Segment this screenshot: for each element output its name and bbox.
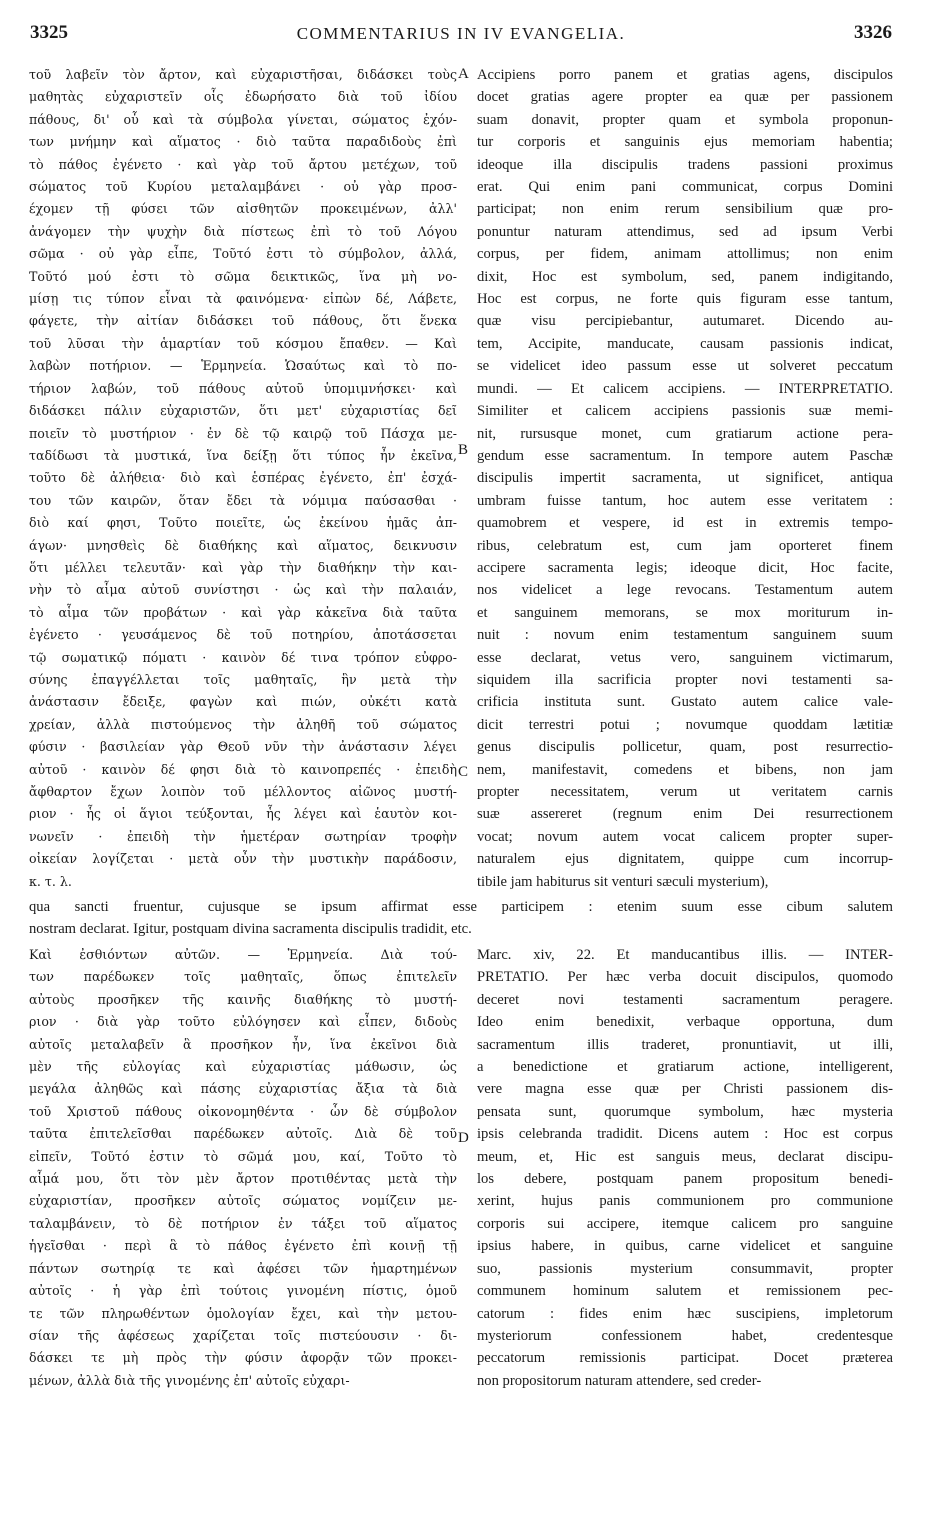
text-line: Marc. xiv, 22. Et manducantibus illis. — INTER- [477, 947, 893, 963]
text-line: ideoque illa discipulis tradens passioni proximus [477, 156, 893, 173]
latin-column-bottom [477, 944, 893, 1394]
text-line: φάγετε, τὴν αἰτίαν διδάσκει τοῦ πάθους, ὅτι ἕνεκα [29, 313, 457, 329]
text-line: meum, et, Hic est sanguis meus, declarat discipu- [477, 1148, 893, 1165]
text-line: se videlicet ideo passum esse ut solveret peccatum [477, 358, 893, 375]
text-line: αὐτοῖς · ἡ γὰρ ἐπὶ τούτοις γινομένη πίστις, ὁμοῦ [29, 1283, 457, 1299]
text-line: αὐτοῦ · καινὸν δέ φησι διὰ τὸ καινοπρεπές · ἐπειδὴ [29, 761, 457, 777]
text-line: tibile jam habiturus sit venturi sæculi mysterium), [477, 873, 769, 890]
text-line: τὸ αἷμα τῶν προβάτων · καὶ γὰρ κἀκεῖνα διὰ ταῦτα [29, 604, 457, 620]
text-line: pensata sunt, quorumque symbolum, hæc mysteria [477, 1103, 893, 1120]
running-title: COMMENTARIUS IN IV EVANGELIA. [296, 24, 626, 43]
text-line: σίαν τῆς ἀφέσεως χαρίζεται τοῖς πιστεύουσιν · δι- [29, 1327, 457, 1343]
text-line: xerint, hujus panis communionem pro communione [477, 1193, 893, 1210]
text-line: τοῦτο δὲ ἀλήθεια· διὸ καὶ ἑσπέρας ἐγένετο, ἐπ' ἐσχά- [29, 470, 457, 486]
text-line: ταδίδωσι τὰ μυστικά, ἵνα δείξῃ ὅτι τύπος ἦν ἐκεῖνα, [29, 447, 457, 463]
text-line: suæ assereret (regnum enim Dei resurrectionem [477, 806, 893, 823]
text-line: ipsius habere, in quibus, carne videlicet et sanguine [477, 1238, 893, 1255]
text-line: σώματος τοῦ Κυρίου μεταλαμβάνει · οὐ γὰρ προσ- [29, 179, 457, 195]
text-line: ἀνάγομεν τὴν ψυχὴν διὰ πίστεως ἐπὶ τὸ τοῦ Λόγου [29, 223, 457, 239]
text-line: διὸ καί φησι, Τοῦτο ποιεῖτε, ὡς ἐκείνου ἡμᾶς ἀπ- [29, 515, 457, 531]
latin-column-top [477, 64, 893, 894]
text-line: φύσιν · βασιλείαν γὰρ Θεοῦ νῦν τὴν ἀνάστασιν λέγει [29, 739, 457, 755]
text-line: docet gratias agere propter ea quæ per passionem [477, 89, 893, 106]
greek-column-top [29, 64, 457, 894]
text-line: discipulis impertit sacramenta, ut significet, antiqua [477, 470, 893, 487]
text-line: deceret novi testamenti sacramentum peragere. [477, 991, 893, 1008]
text-line: ipsis celebranda tradidit. Dicens autem : Hoc est corpus [477, 1126, 893, 1143]
text-line: accipere sacramenta legis; ideoque dicit, Hoc facite, [477, 559, 893, 576]
margin-marker-a: A [458, 66, 469, 82]
text-line: αἷμά μου, ὅτι τὸν μὲν ἄρτον προτιθέντας μετὰ τὴν [29, 1171, 457, 1187]
text-line: τὸ πάθος ἐγένετο · καὶ γὰρ τοῦ ἄρτου μετέχων, τοῦ [29, 156, 457, 172]
text-line: mundi. — Et calicem accipiens. — INTERPRETATIO. [477, 380, 893, 397]
text-line: ταῦτα ἐπιτελεῖσθαι παρέδωκεν αὐτοῖς. Διὰ δὲ τοῦ [29, 1126, 457, 1142]
text-line: gendum esse sacramentum. In tempore autem Paschæ [477, 447, 893, 464]
text-line: κ. τ. λ. [29, 873, 72, 889]
text-line: πάντων σωτηρίᾳ τε καὶ ἀφέσει τῶν ἡμαρτημένων [29, 1260, 457, 1276]
text-line: ποιεῖν τὸ μυστήριον · ἐν δὲ τῷ καιρῷ τοῦ Πάσχα με- [29, 425, 457, 441]
text-line: τοῦ λαβεῖν τὸν ἄρτον, καὶ εὐχαριστῆσαι, διδάσκει τοὺς [29, 67, 457, 82]
text-line: μεγάλα ἀληθῶς καὶ πάσης εὐχαριστίας ἄξια τὰ διὰ [29, 1081, 457, 1097]
text-line: ριον · διὰ γὰρ τοῦτο εὐλόγησεν καὶ εἶπεν, διδοὺς [29, 1014, 457, 1030]
text-line: quæ visu percipiebantur, autumaret. Dicendo au- [477, 313, 893, 330]
text-line: εὐχαριστίαν, προσῆκεν αὐτοῖς σώματος νομίζειν με- [29, 1193, 457, 1209]
text-line: mysteriorum confessionem habet, credentesque [477, 1327, 893, 1344]
text-line: et sanguinem memorans, se mox moriturum in- [477, 604, 893, 621]
text-line: nostram declarat. Igitur, postquam divina sacramenta discipulis tradidit, etc. [29, 921, 472, 938]
text-line: tur corporis et sanguinis ejus memoriam habentia; [477, 134, 893, 151]
text-line: los debere, postquam panem propositum benedi- [477, 1171, 893, 1188]
text-line: μὲν τῆς εὐλογίας καὶ εὐχαριστίας μάθωσιν, ὡς [29, 1059, 457, 1075]
text-line: ἄφθαρτον ἔχων λοιπὸν τοῦ μέλλοντος αἰῶνος μυστή- [29, 784, 457, 799]
text-line: Ideo enim benedixit, verbaque opportuna, dum [477, 1014, 893, 1031]
text-line: σῶμα · οὐ γὰρ εἶπε, Τοῦτό ἐστι τὸ σύμβολον, ἀλλά, [29, 246, 457, 262]
text-line: λαβὼν ποτήριον. — Ἑρμηνεία. Ὡσαύτως καὶ τὸ πο- [29, 358, 457, 374]
page-header [30, 22, 892, 52]
text-line: non propositorum naturam attendere, sed creder- [477, 1372, 762, 1389]
text-line: διδάσκει πάλιν εὐχαριστῶν, ὅτι μετ' εὐχαριστίας δεῖ [29, 403, 457, 419]
text-line: οἰκείαν λογίζεται · μετὰ οὖν τὴν μυστικὴν παράδοσιν, [29, 851, 457, 867]
text-line: έχομεν τῇ φύσει τῶν αἰσθητῶν προκειμένων, ἀλλ' [29, 201, 457, 217]
text-line: τήριον λαβών, τοῦ πάθους αὐτοῦ ὑπομιμνήσκει· καὶ [29, 380, 457, 396]
text-line: corpus, per fidem, animam attollimus; non enim [477, 246, 893, 263]
text-line: suo, passionis mysterium consummavit, propter [477, 1260, 893, 1277]
text-line: Similiter et calicem accipiens passionis suæ memi- [477, 403, 893, 420]
text-line: σύνης ἐπαγγέλλεται τοῖς μαθηταῖς, ἣν μετὰ τὴν [29, 671, 457, 687]
margin-marker-d: D [458, 1130, 469, 1146]
text-line: ἡγεῖσθαι · περὶ ἃ τὸ πάθος ἐγένετο ἐπὶ κοινῇ τῇ [29, 1238, 457, 1254]
text-line: vocat; novum autem vocat calicem propter super- [477, 828, 893, 845]
full-width-paragraph [29, 896, 893, 942]
text-line: genus discipulis pollicetur, quam, post resurrectio- [477, 739, 893, 756]
text-line: Accipiens porro panem et gratias agens, discipulos [477, 67, 893, 83]
text-line: νωνεῖν · ἐπειδὴ τὴν ἡμετέραν σωτηρίαν τροφὴν [29, 828, 457, 844]
text-line: ὅτι μέλλει τελευτᾶν· καὶ γὰρ τὴν διαθήκην τὴν και- [29, 559, 457, 575]
text-line: qua sancti fruentur, cujusque se ipsum affirmat esse participem : etenim suum esse cibum salutem [29, 899, 893, 915]
page-number-left: 3325 [30, 22, 68, 43]
text-line: siquidem illa sacrificia propter novi testamenti sa- [477, 671, 893, 688]
text-line: μένων, ἀλλὰ διὰ τῆς γινομένης ἐπ' αὐτοῖς εὐχαρι- [29, 1372, 350, 1388]
text-line: ponuntur naturam attendimus, sed ad ipsum Verbi [477, 223, 893, 240]
text-line: ταλαμβάνειν, τὸ δὲ ποτήριον ἐν τάξει τοῦ αἵματος [29, 1215, 457, 1231]
text-line: communem hominum salutem et remissionem pec- [477, 1283, 893, 1300]
text-line: Τοῦτό μού ἐστι τὸ σῶμα δεικτικῶς, ἵνα μὴ νο- [29, 268, 457, 284]
text-line: propter necessitatem, verum ut veritatem carnis [477, 784, 893, 800]
text-line: corporis sui accipere, itemque calicem pro sanguine [477, 1215, 893, 1232]
text-line: ριον · ἧς οἱ ἅγιοι τεύξονται, ἧς λέγει καὶ ἑαυτὸν κοι- [29, 806, 457, 822]
text-line: ribus, celebratum est, cum jam oporteret finem [477, 537, 893, 554]
text-line: Καὶ ἐσθιόντων αὐτῶν. — Ἑρμηνεία. Διὰ τού- [29, 947, 457, 962]
text-line: tem, Accipite, manducate, causam passionis indicat, [477, 335, 893, 352]
text-line: umbram fuisse tantum, hoc autem esse veritatem : [477, 492, 893, 509]
text-line: των μνήμην καὶ αἵματος · διὸ ταῦτα παραδιδοὺς ἐπὶ [29, 134, 457, 150]
text-line: ἀνάστασιν ἔδειξε, φαγὼν καὶ πιών, οὐκέτι κατὰ [29, 694, 457, 710]
text-line: catorum : fides enim hæc suscipiens, impletorum [477, 1305, 893, 1322]
margin-marker-b: B [458, 442, 469, 458]
text-line: vere magna esse quæ per Christi passionem dis- [477, 1081, 893, 1098]
margin-marker-c: C [458, 764, 469, 780]
text-line: esse declarat, vetus vero, sanguinem victimarum, [477, 649, 893, 666]
text-line: ἐγένετο · γευσάμενος δὲ τοῦ ποτηρίου, ἀποτάσσεται [29, 627, 457, 643]
text-line: αὐτοῖς μεταλαβεῖν ἃ προσῆκον ἦν, ἵνα ἐκεῖνοι διὰ [29, 1036, 457, 1052]
text-line: suam donavit, propter quam et symbola proponun- [477, 111, 893, 128]
text-line: participat; non enim rerum sensibilium quæ pro- [477, 201, 893, 218]
greek-column-bottom [29, 944, 457, 1394]
page-number-right: 3326 [854, 22, 892, 43]
text-line: a benedictione et gratiarum actione, intelligerent, [477, 1059, 893, 1076]
text-line: τε τῶν πληρωθέντων ὁμολογίαν ἔχει, καὶ τὴν μετου- [29, 1305, 457, 1321]
text-line: peccatorum remissionis participat. Docet præterea [477, 1350, 893, 1367]
text-line: Hoc est corpus, ne forte quis figuram esse tantum, [477, 291, 893, 308]
text-line: άγων· μνησθεὶς δὲ διαθήκης καὶ αἵματος, δεικνυσιν [29, 537, 457, 553]
text-line: τῷ σωματικῷ πόματι · καινὸν δέ τινα τρόπον εὐφρο- [29, 649, 457, 665]
text-line: νὴν τὸ αἷμα αὐτοῦ συνίστησι · ὡς καὶ τὴν παλαιάν, [29, 582, 457, 598]
text-line: τοῦ λῦσαι τὴν ἁμαρτίαν τοῦ κόσμου ἔπαθεν. — Καὶ [29, 335, 457, 351]
text-line: PRETATIO. Per hæc verba docuit discipulos, quomodo [477, 969, 893, 986]
text-line: τοῦ Χριστοῦ πάθους οἰκονομηθέντα · ὧν δὲ σύμβολον [29, 1103, 457, 1119]
text-line: naturalem ejus dignitatem, quippe cum incorrup- [477, 851, 893, 868]
text-line: nuit : novum enim testamentum sanguinem suum [477, 627, 893, 644]
text-line: dixit, Hoc est symbolum, sed, panem indigitando, [477, 268, 893, 285]
text-line: erat. Qui enim pani communicat, corpus Domini [477, 179, 893, 196]
text-line: quamobrem et vespere, id est in extremis tempo- [477, 515, 893, 532]
text-line: εἰπεῖν, Τοῦτό ἐστιν τὸ σῶμά μου, καί, Τοῦτο τὸ [29, 1148, 457, 1164]
text-line: μίσῃ τις τύπον εἶναι τὰ φαινόμενα· εἰπὼν δέ, Λάβετε, [29, 291, 457, 307]
text-line: αὐτοὺς προσῆκεν τῆς καινῆς διαθήκης τὸ μυστή- [29, 991, 457, 1007]
text-line: nit, rursusque monet, cum gratiarum actione pera- [477, 425, 893, 442]
text-line: δάσκει τε μὴ πρὸς τὴν φύσιν ἀφορᾷν τῶν προκει- [29, 1350, 457, 1366]
text-line: μαθητὰς εὐχαριστεῖν οἷς ἐδωρήσατο διὰ τοῦ ἰδίου [29, 89, 457, 105]
text-line: sacramentum illis traderet, pronuntiavit, ut illi, [477, 1036, 893, 1053]
text-line: των παρέδωκεν τοῖς μαθηταῖς, ὅπως ἐπιτελεῖν [29, 969, 457, 985]
text-line: nem, manifestavit, comedens et bibens, non jam [477, 761, 893, 778]
text-line: του τῶν καιρῶν, ὅταν ἔδει τὰ νόμιμα παύσασθαι · [29, 492, 457, 508]
text-line: χρείαν, ἀλλὰ πιστούμενος τὴν ἀληθῆ τοῦ σώματος [29, 716, 457, 732]
text-line: nos videlicet a lege revocans. Testamentum autem [477, 582, 893, 599]
text-line: πάθους, δι' οὗ καὶ τὰ σύμβολα γίνεται, σώματος ἐχόν- [29, 111, 457, 127]
text-line: crificia instituta sunt. Gustato autem calice vale- [477, 694, 893, 711]
text-line: dicit terrestri potui ; novumque quoddam lætitiæ [477, 716, 893, 733]
